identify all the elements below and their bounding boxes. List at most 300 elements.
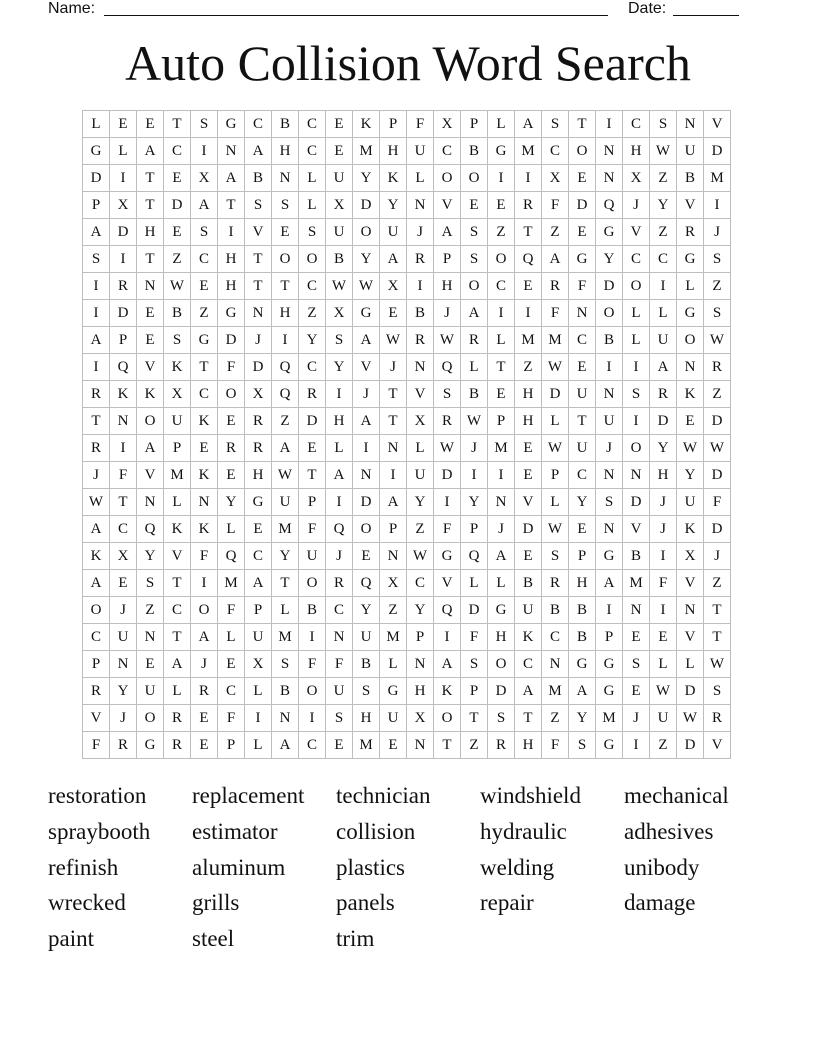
grid-letter[interactable]: Q (272, 354, 299, 381)
grid-letter[interactable]: T (461, 705, 488, 732)
grid-letter[interactable]: Y (218, 489, 245, 516)
grid-letter[interactable]: E (569, 219, 596, 246)
grid-letter[interactable]: J (596, 435, 623, 462)
grid-letter[interactable]: S (704, 678, 731, 705)
grid-letter[interactable]: S (488, 705, 515, 732)
grid-letter[interactable]: A (353, 327, 380, 354)
grid-letter[interactable]: E (137, 300, 164, 327)
grid-letter[interactable]: J (407, 219, 434, 246)
grid-letter[interactable]: H (272, 138, 299, 165)
grid-letter[interactable]: Q (326, 516, 353, 543)
grid-letter[interactable]: I (650, 543, 677, 570)
grid-letter[interactable]: I (461, 462, 488, 489)
grid-letter[interactable]: V (83, 705, 110, 732)
grid-letter[interactable]: Z (515, 354, 542, 381)
grid-letter[interactable]: E (218, 462, 245, 489)
grid-letter[interactable]: E (326, 732, 353, 759)
grid-letter[interactable]: M (353, 732, 380, 759)
grid-letter[interactable]: D (704, 138, 731, 165)
grid-letter[interactable]: G (245, 489, 272, 516)
grid-letter[interactable]: P (245, 597, 272, 624)
grid-letter[interactable]: U (380, 705, 407, 732)
grid-letter[interactable]: O (137, 705, 164, 732)
grid-letter[interactable]: C (542, 624, 569, 651)
grid-letter[interactable]: N (596, 381, 623, 408)
grid-letter[interactable]: A (137, 138, 164, 165)
grid-letter[interactable]: K (137, 381, 164, 408)
grid-letter[interactable]: S (299, 219, 326, 246)
grid-letter[interactable]: N (596, 138, 623, 165)
grid-letter[interactable]: Y (380, 192, 407, 219)
grid-letter[interactable]: T (191, 354, 218, 381)
grid-letter[interactable]: V (515, 489, 542, 516)
grid-letter[interactable]: N (677, 111, 704, 138)
grid-letter[interactable]: E (380, 732, 407, 759)
grid-letter[interactable]: X (380, 570, 407, 597)
grid-letter[interactable]: E (110, 570, 137, 597)
grid-letter[interactable]: W (407, 543, 434, 570)
grid-letter[interactable]: R (542, 273, 569, 300)
grid-letter[interactable]: E (137, 327, 164, 354)
grid-letter[interactable]: P (110, 327, 137, 354)
grid-letter[interactable]: I (650, 597, 677, 624)
grid-letter[interactable]: U (326, 219, 353, 246)
grid-letter[interactable]: K (191, 462, 218, 489)
grid-letter[interactable]: A (191, 192, 218, 219)
grid-letter[interactable]: E (353, 543, 380, 570)
grid-letter[interactable]: S (542, 543, 569, 570)
grid-letter[interactable]: I (704, 192, 731, 219)
grid-letter[interactable]: P (569, 543, 596, 570)
grid-letter[interactable]: C (164, 597, 191, 624)
grid-letter[interactable]: E (515, 435, 542, 462)
grid-letter[interactable]: G (596, 732, 623, 759)
grid-letter[interactable]: T (515, 705, 542, 732)
grid-letter[interactable]: S (326, 327, 353, 354)
grid-letter[interactable]: U (164, 408, 191, 435)
grid-letter[interactable]: C (83, 624, 110, 651)
grid-letter[interactable]: P (299, 489, 326, 516)
grid-letter[interactable]: A (380, 246, 407, 273)
grid-letter[interactable]: K (677, 516, 704, 543)
grid-letter[interactable]: I (83, 300, 110, 327)
grid-letter[interactable]: A (245, 138, 272, 165)
grid-letter[interactable]: I (488, 462, 515, 489)
grid-letter[interactable]: H (353, 705, 380, 732)
grid-letter[interactable]: Q (218, 543, 245, 570)
grid-letter[interactable]: O (623, 435, 650, 462)
grid-letter[interactable]: I (515, 165, 542, 192)
grid-letter[interactable]: R (677, 219, 704, 246)
grid-letter[interactable]: T (137, 192, 164, 219)
grid-letter[interactable]: Z (191, 300, 218, 327)
grid-letter[interactable]: B (272, 111, 299, 138)
grid-letter[interactable]: P (164, 435, 191, 462)
grid-letter[interactable]: N (272, 165, 299, 192)
grid-letter[interactable]: S (542, 111, 569, 138)
grid-letter[interactable]: C (191, 246, 218, 273)
grid-letter[interactable]: F (434, 516, 461, 543)
grid-letter[interactable]: Y (353, 165, 380, 192)
grid-letter[interactable]: Z (650, 219, 677, 246)
grid-letter[interactable]: C (299, 273, 326, 300)
grid-letter[interactable]: L (218, 624, 245, 651)
grid-letter[interactable]: P (488, 408, 515, 435)
grid-letter[interactable]: L (623, 327, 650, 354)
grid-letter[interactable]: J (623, 705, 650, 732)
grid-letter[interactable]: Z (380, 597, 407, 624)
grid-letter[interactable]: N (677, 597, 704, 624)
grid-letter[interactable]: F (218, 354, 245, 381)
grid-letter[interactable]: H (407, 678, 434, 705)
grid-letter[interactable]: I (488, 165, 515, 192)
grid-letter[interactable]: J (488, 516, 515, 543)
grid-letter[interactable]: K (434, 678, 461, 705)
grid-letter[interactable]: C (650, 246, 677, 273)
grid-letter[interactable]: Y (650, 192, 677, 219)
grid-letter[interactable]: Z (704, 570, 731, 597)
grid-letter[interactable]: T (164, 570, 191, 597)
grid-letter[interactable]: P (83, 651, 110, 678)
grid-letter[interactable]: A (353, 408, 380, 435)
grid-letter[interactable]: E (380, 300, 407, 327)
grid-letter[interactable]: K (515, 624, 542, 651)
grid-letter[interactable]: Z (407, 516, 434, 543)
grid-letter[interactable]: R (110, 273, 137, 300)
grid-letter[interactable]: Y (299, 327, 326, 354)
grid-letter[interactable]: N (407, 651, 434, 678)
grid-letter[interactable]: N (110, 408, 137, 435)
grid-letter[interactable]: I (299, 624, 326, 651)
grid-letter[interactable]: I (272, 327, 299, 354)
grid-letter[interactable]: S (623, 381, 650, 408)
grid-letter[interactable]: H (623, 138, 650, 165)
grid-letter[interactable]: H (272, 300, 299, 327)
grid-letter[interactable]: C (623, 246, 650, 273)
grid-letter[interactable]: N (245, 300, 272, 327)
grid-letter[interactable]: B (623, 543, 650, 570)
grid-letter[interactable]: A (434, 219, 461, 246)
grid-letter[interactable]: L (299, 192, 326, 219)
grid-letter[interactable]: B (515, 570, 542, 597)
grid-letter[interactable]: C (299, 732, 326, 759)
grid-letter[interactable]: Q (272, 381, 299, 408)
grid-letter[interactable]: Z (461, 732, 488, 759)
grid-letter[interactable]: A (218, 165, 245, 192)
grid-letter[interactable]: D (488, 678, 515, 705)
grid-letter[interactable]: V (164, 543, 191, 570)
grid-letter[interactable]: R (83, 435, 110, 462)
grid-letter[interactable]: I (245, 705, 272, 732)
grid-letter[interactable]: O (83, 597, 110, 624)
grid-letter[interactable]: R (191, 678, 218, 705)
grid-letter[interactable]: M (164, 462, 191, 489)
grid-letter[interactable]: B (569, 624, 596, 651)
grid-letter[interactable]: D (299, 408, 326, 435)
grid-letter[interactable]: T (569, 111, 596, 138)
grid-letter[interactable]: J (245, 327, 272, 354)
grid-letter[interactable]: N (191, 489, 218, 516)
grid-letter[interactable]: V (137, 354, 164, 381)
grid-letter[interactable]: R (326, 570, 353, 597)
grid-letter[interactable]: J (623, 192, 650, 219)
grid-letter[interactable]: E (272, 219, 299, 246)
grid-letter[interactable]: W (272, 462, 299, 489)
grid-letter[interactable]: R (83, 678, 110, 705)
grid-letter[interactable]: T (569, 408, 596, 435)
grid-letter[interactable]: G (488, 597, 515, 624)
grid-letter[interactable]: N (137, 273, 164, 300)
grid-letter[interactable]: L (245, 732, 272, 759)
grid-letter[interactable]: N (407, 354, 434, 381)
grid-letter[interactable]: X (623, 165, 650, 192)
grid-letter[interactable]: E (515, 462, 542, 489)
grid-letter[interactable]: G (596, 543, 623, 570)
grid-letter[interactable]: I (434, 489, 461, 516)
grid-letter[interactable]: E (218, 408, 245, 435)
grid-letter[interactable]: A (137, 435, 164, 462)
grid-letter[interactable]: I (218, 219, 245, 246)
grid-letter[interactable]: J (704, 543, 731, 570)
grid-letter[interactable]: R (245, 435, 272, 462)
grid-letter[interactable]: L (218, 516, 245, 543)
grid-letter[interactable]: Q (434, 354, 461, 381)
grid-letter[interactable]: E (650, 624, 677, 651)
grid-letter[interactable]: H (380, 138, 407, 165)
grid-letter[interactable]: W (650, 678, 677, 705)
grid-letter[interactable]: A (596, 570, 623, 597)
grid-letter[interactable]: E (191, 705, 218, 732)
grid-letter[interactable]: D (596, 273, 623, 300)
grid-letter[interactable]: K (380, 165, 407, 192)
grid-letter[interactable]: O (434, 705, 461, 732)
grid-letter[interactable]: J (326, 543, 353, 570)
grid-letter[interactable]: N (569, 300, 596, 327)
grid-letter[interactable]: P (380, 111, 407, 138)
grid-letter[interactable]: I (623, 354, 650, 381)
grid-letter[interactable]: K (353, 111, 380, 138)
grid-letter[interactable]: P (461, 678, 488, 705)
grid-letter[interactable]: E (218, 651, 245, 678)
grid-letter[interactable]: X (677, 543, 704, 570)
grid-letter[interactable]: Z (272, 408, 299, 435)
grid-letter[interactable]: S (650, 111, 677, 138)
grid-letter[interactable]: E (245, 516, 272, 543)
grid-letter[interactable]: F (704, 489, 731, 516)
grid-letter[interactable]: M (380, 624, 407, 651)
grid-letter[interactable]: R (299, 381, 326, 408)
grid-letter[interactable]: U (326, 678, 353, 705)
grid-letter[interactable]: M (542, 327, 569, 354)
grid-letter[interactable]: D (110, 300, 137, 327)
grid-letter[interactable]: L (299, 165, 326, 192)
grid-letter[interactable]: F (461, 624, 488, 651)
grid-letter[interactable]: K (110, 381, 137, 408)
grid-letter[interactable]: V (704, 111, 731, 138)
grid-letter[interactable]: N (353, 462, 380, 489)
grid-letter[interactable]: O (299, 570, 326, 597)
grid-letter[interactable]: S (569, 732, 596, 759)
grid-letter[interactable]: E (326, 111, 353, 138)
grid-letter[interactable]: P (434, 246, 461, 273)
grid-letter[interactable]: F (569, 273, 596, 300)
grid-letter[interactable]: L (245, 678, 272, 705)
grid-letter[interactable]: G (569, 651, 596, 678)
grid-letter[interactable]: D (704, 408, 731, 435)
grid-letter[interactable]: V (704, 732, 731, 759)
grid-letter[interactable]: F (83, 732, 110, 759)
grid-letter[interactable]: W (83, 489, 110, 516)
grid-letter[interactable]: V (677, 624, 704, 651)
grid-letter[interactable]: W (326, 273, 353, 300)
grid-letter[interactable]: G (677, 246, 704, 273)
grid-letter[interactable]: B (461, 138, 488, 165)
grid-letter[interactable]: I (83, 273, 110, 300)
grid-letter[interactable]: M (704, 165, 731, 192)
grid-letter[interactable]: L (542, 489, 569, 516)
grid-letter[interactable]: A (434, 651, 461, 678)
grid-letter[interactable]: T (515, 219, 542, 246)
grid-letter[interactable]: F (299, 516, 326, 543)
grid-letter[interactable]: I (110, 246, 137, 273)
grid-letter[interactable]: S (461, 219, 488, 246)
grid-letter[interactable]: M (272, 624, 299, 651)
grid-letter[interactable]: U (407, 138, 434, 165)
grid-letter[interactable]: C (488, 273, 515, 300)
grid-letter[interactable]: X (434, 111, 461, 138)
grid-letter[interactable]: I (434, 624, 461, 651)
grid-letter[interactable]: E (569, 516, 596, 543)
grid-letter[interactable]: D (218, 327, 245, 354)
grid-letter[interactable]: L (461, 570, 488, 597)
grid-letter[interactable]: S (191, 219, 218, 246)
grid-letter[interactable]: M (515, 327, 542, 354)
grid-letter[interactable]: E (326, 138, 353, 165)
grid-letter[interactable]: I (326, 381, 353, 408)
grid-letter[interactable]: O (461, 273, 488, 300)
grid-letter[interactable]: C (218, 678, 245, 705)
grid-letter[interactable]: I (650, 273, 677, 300)
grid-letter[interactable]: Z (704, 273, 731, 300)
grid-letter[interactable]: D (353, 192, 380, 219)
grid-letter[interactable]: G (218, 111, 245, 138)
grid-letter[interactable]: Y (461, 489, 488, 516)
grid-letter[interactable]: P (218, 732, 245, 759)
grid-letter[interactable]: X (110, 543, 137, 570)
grid-letter[interactable]: S (137, 570, 164, 597)
grid-letter[interactable]: N (407, 732, 434, 759)
grid-letter[interactable]: I (515, 300, 542, 327)
grid-letter[interactable]: C (569, 462, 596, 489)
grid-letter[interactable]: V (137, 462, 164, 489)
grid-letter[interactable]: B (407, 300, 434, 327)
grid-letter[interactable]: X (542, 165, 569, 192)
grid-letter[interactable]: F (191, 543, 218, 570)
grid-letter[interactable]: N (218, 138, 245, 165)
grid-letter[interactable]: R (515, 192, 542, 219)
grid-letter[interactable]: L (272, 597, 299, 624)
grid-letter[interactable]: J (353, 381, 380, 408)
grid-letter[interactable]: K (83, 543, 110, 570)
grid-letter[interactable]: T (272, 273, 299, 300)
grid-letter[interactable]: F (218, 705, 245, 732)
grid-letter[interactable]: N (380, 543, 407, 570)
grid-letter[interactable]: Z (542, 219, 569, 246)
grid-letter[interactable]: B (677, 165, 704, 192)
grid-letter[interactable]: R (110, 732, 137, 759)
grid-letter[interactable]: M (353, 138, 380, 165)
grid-letter[interactable]: E (623, 678, 650, 705)
grid-letter[interactable]: Y (353, 597, 380, 624)
grid-letter[interactable]: T (83, 408, 110, 435)
grid-letter[interactable]: D (704, 516, 731, 543)
grid-letter[interactable]: Y (272, 543, 299, 570)
grid-letter[interactable]: Q (461, 543, 488, 570)
grid-letter[interactable]: E (110, 111, 137, 138)
grid-letter[interactable]: Z (542, 705, 569, 732)
grid-letter[interactable]: L (488, 111, 515, 138)
grid-letter[interactable]: U (353, 624, 380, 651)
grid-letter[interactable]: A (515, 111, 542, 138)
grid-letter[interactable]: R (461, 327, 488, 354)
grid-letter[interactable]: Y (326, 354, 353, 381)
grid-letter[interactable]: Y (569, 705, 596, 732)
grid-letter[interactable]: D (461, 597, 488, 624)
grid-letter[interactable]: S (434, 381, 461, 408)
grid-letter[interactable]: T (380, 408, 407, 435)
grid-letter[interactable]: H (488, 624, 515, 651)
grid-letter[interactable]: D (353, 489, 380, 516)
grid-letter[interactable]: S (164, 327, 191, 354)
grid-letter[interactable]: P (542, 462, 569, 489)
grid-letter[interactable]: R (407, 246, 434, 273)
grid-letter[interactable]: N (542, 651, 569, 678)
grid-letter[interactable]: G (83, 138, 110, 165)
grid-letter[interactable]: O (218, 381, 245, 408)
grid-letter[interactable]: S (353, 678, 380, 705)
grid-letter[interactable]: T (245, 246, 272, 273)
grid-letter[interactable]: R (164, 732, 191, 759)
grid-letter[interactable]: D (110, 219, 137, 246)
grid-letter[interactable]: H (218, 273, 245, 300)
grid-letter[interactable]: P (83, 192, 110, 219)
grid-letter[interactable]: B (245, 165, 272, 192)
grid-letter[interactable]: I (353, 435, 380, 462)
grid-letter[interactable]: E (191, 732, 218, 759)
grid-letter[interactable]: L (164, 678, 191, 705)
grid-letter[interactable]: Y (407, 489, 434, 516)
grid-letter[interactable]: E (164, 165, 191, 192)
grid-letter[interactable]: F (407, 111, 434, 138)
grid-letter[interactable]: X (164, 381, 191, 408)
grid-letter[interactable]: L (488, 570, 515, 597)
grid-letter[interactable]: E (515, 543, 542, 570)
grid-letter[interactable]: O (488, 651, 515, 678)
grid-letter[interactable]: Z (650, 732, 677, 759)
grid-letter[interactable]: N (677, 354, 704, 381)
grid-letter[interactable]: W (353, 273, 380, 300)
grid-letter[interactable]: A (83, 327, 110, 354)
grid-letter[interactable]: R (83, 381, 110, 408)
grid-letter[interactable]: E (137, 651, 164, 678)
grid-letter[interactable]: L (542, 408, 569, 435)
grid-letter[interactable]: N (488, 489, 515, 516)
grid-letter[interactable]: O (623, 273, 650, 300)
grid-letter[interactable]: E (164, 219, 191, 246)
grid-letter[interactable]: O (272, 246, 299, 273)
grid-letter[interactable]: A (83, 516, 110, 543)
grid-letter[interactable]: T (245, 273, 272, 300)
